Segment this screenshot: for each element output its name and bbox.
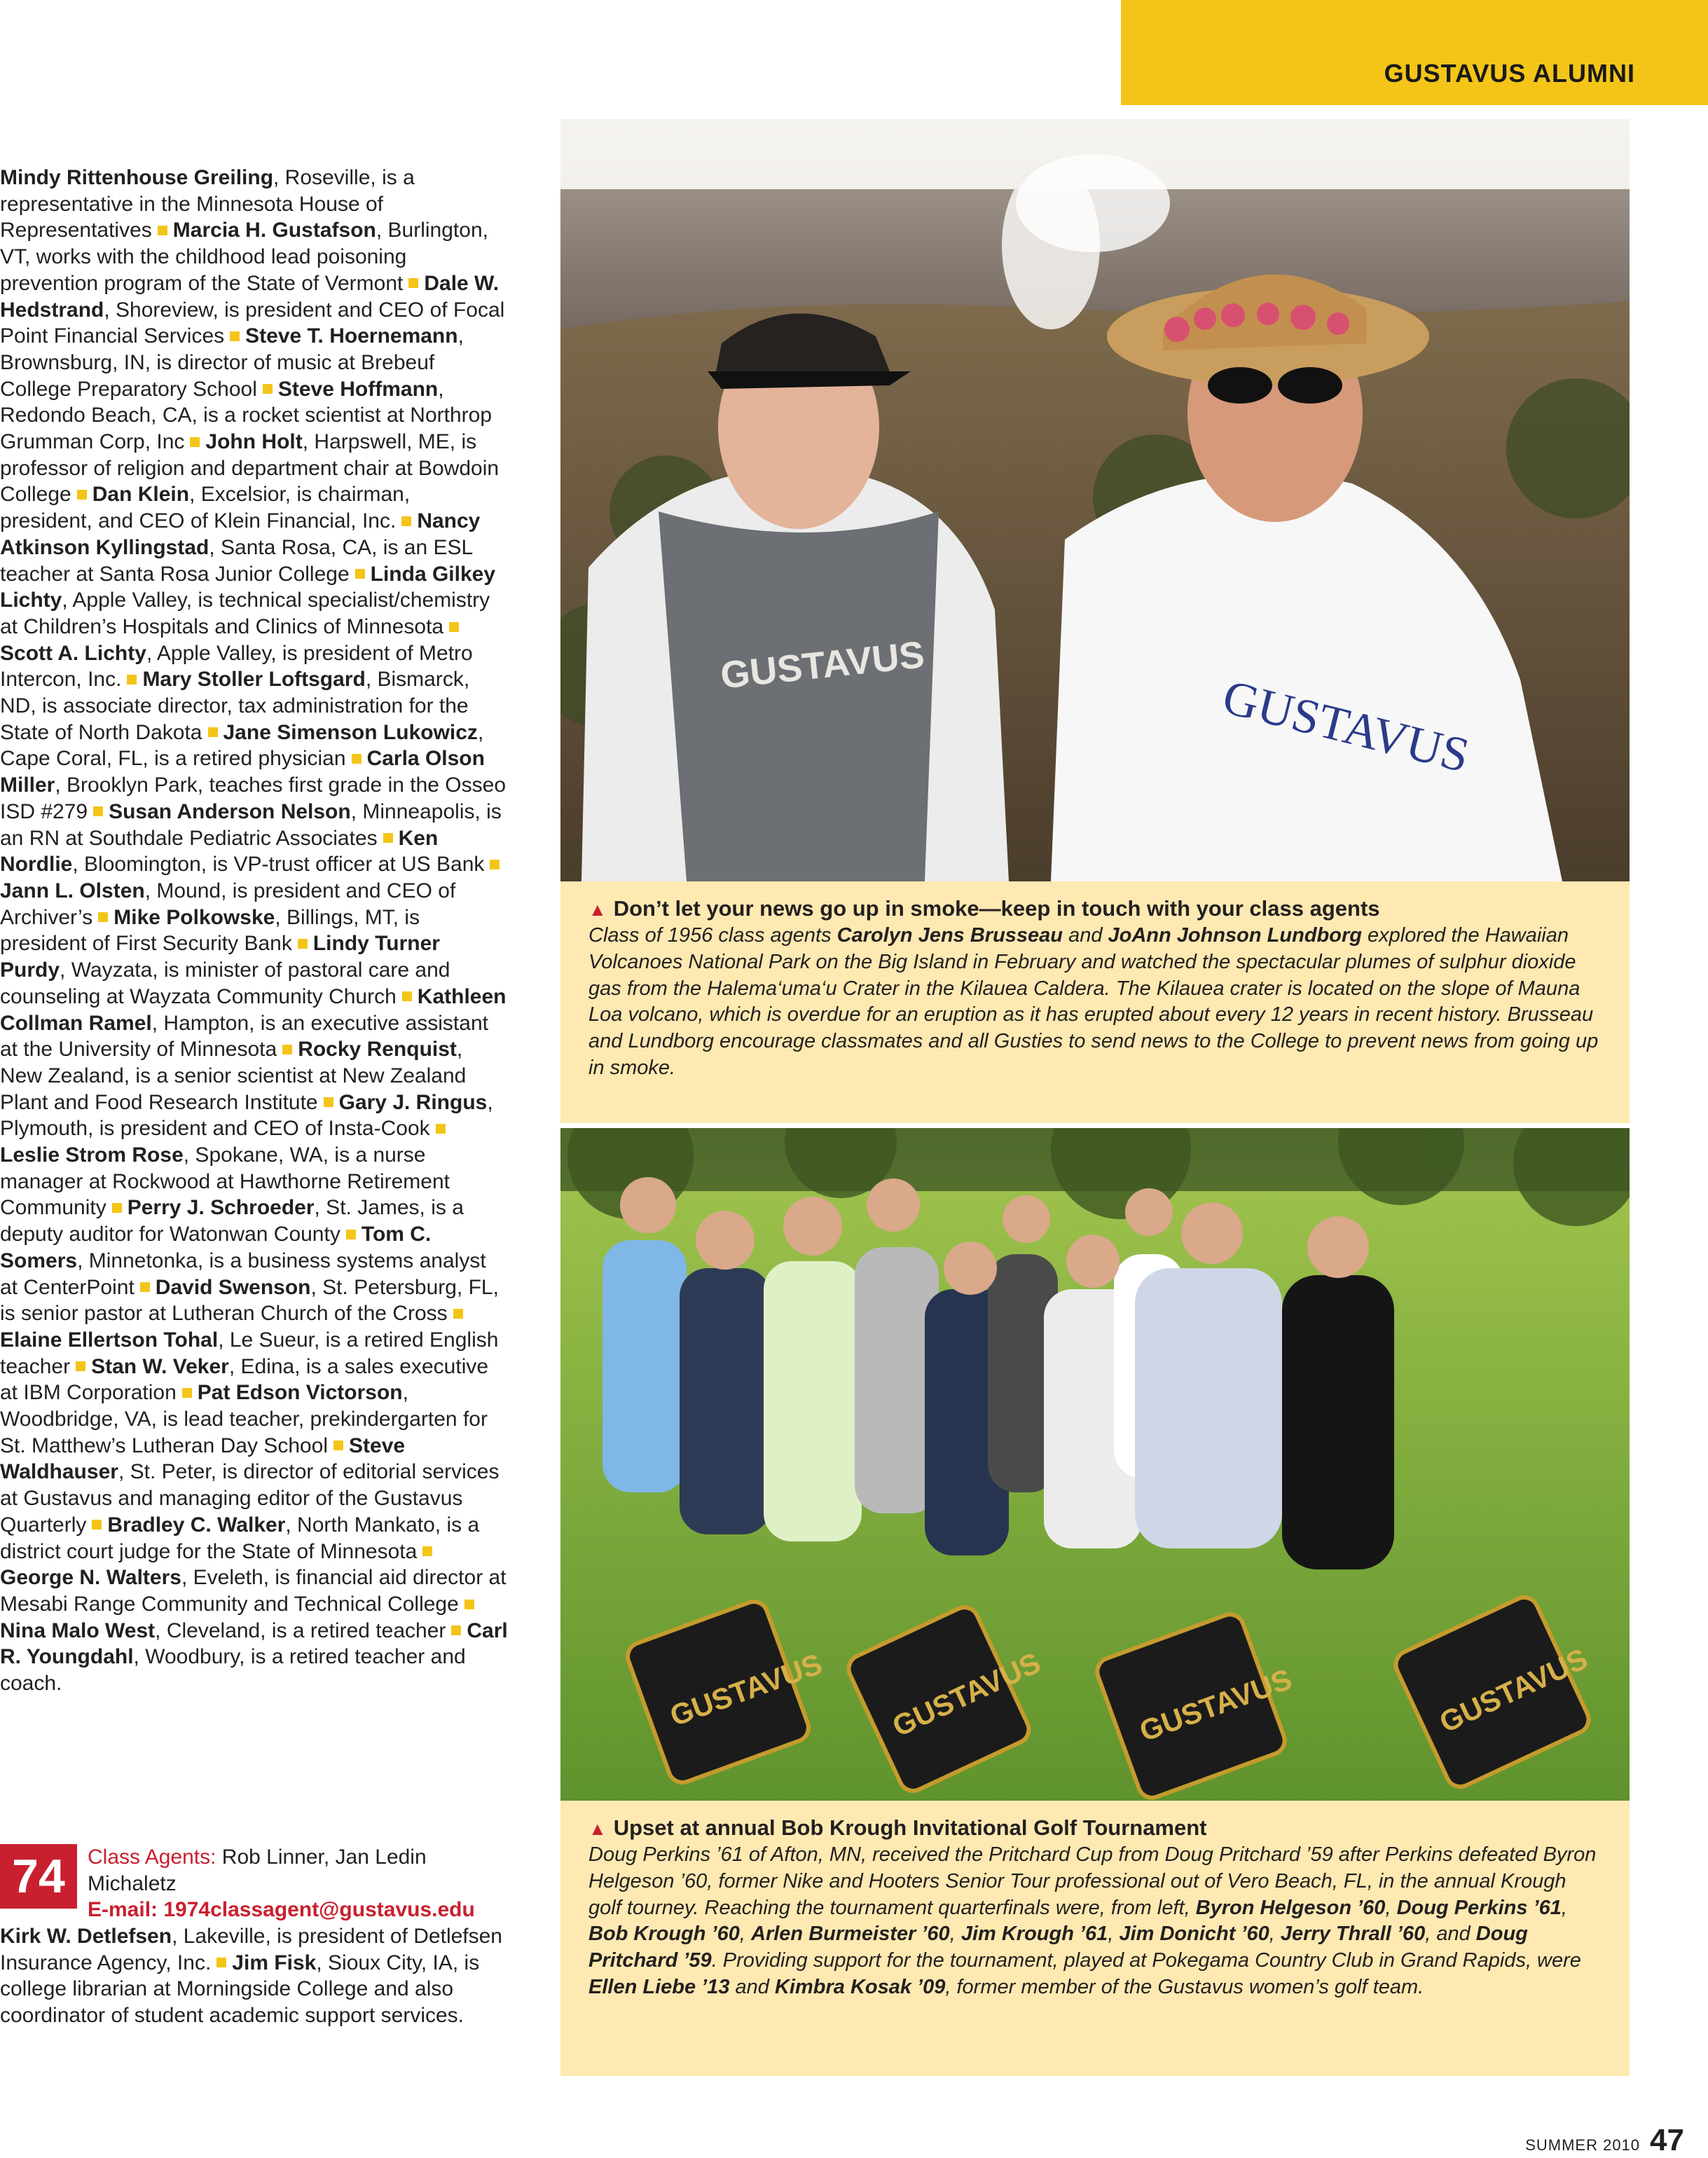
alumni-name: Mindy Rittenhouse Greiling	[0, 166, 274, 189]
bag-label: GUSTAVUS	[1135, 1662, 1296, 1748]
alumni-update: , Minneapolis, is an RN at Southdale Pediatric Associates	[0, 799, 502, 850]
separator-square-icon	[324, 1097, 333, 1107]
alumni-name: Kathleen Collman Ramel	[0, 984, 507, 1035]
caption-person: Doug Perkins ’61	[1396, 1896, 1562, 1919]
separator-square-icon	[112, 1203, 122, 1213]
alumni-update: , Sioux City, IA, is college librarian at Morningside College and also coordinator of student academic support services.	[0, 1951, 480, 2028]
alumni-update: , Apple Valley, is president of Metro Intercon, Inc.	[0, 641, 473, 692]
class-notes-column	[0, 165, 508, 1697]
alumni-update: , Harpswell, ME, is professor of religion and department chair at Bowdoin College	[0, 430, 500, 507]
caption-person: Ellen Liebe ’13	[588, 1975, 730, 1998]
triangle-up-icon: ▲	[588, 899, 607, 920]
alumni-update: , Woodbridge, VA, is lead teacher, prekindergarten for St. Matthew’s Lutheran Day School	[0, 1381, 488, 1457]
caption-headline-text: Don’t let your news go up in smoke—keep in touch with your class agents	[613, 896, 1380, 921]
section-title: GUSTAVUS ALUMNI	[1384, 59, 1635, 88]
separator-square-icon	[453, 1309, 463, 1319]
alumni-update: , Bloomington, is VP-trust officer at US Bank	[72, 853, 485, 877]
page-number: 47	[1650, 2123, 1684, 2157]
caption-text: , and	[1425, 1923, 1476, 1946]
separator-square-icon	[140, 1282, 150, 1292]
alumni-update: , North Mankato, is a district court judge for the State of Minnesota	[0, 1513, 480, 1563]
page-footer	[1525, 2123, 1684, 2158]
alumni-name: Mike Polkowske	[113, 905, 275, 929]
alumni-name: Jann L. Olsten	[0, 879, 145, 902]
caption-person: Byron Helgeson ’60	[1195, 1896, 1386, 1919]
alumni-update: , St. Petersburg, FL, is senior pastor at Lutheran Church of the Cross	[0, 1275, 499, 1326]
alumni-name: Dale W. Hedstrand	[0, 271, 500, 322]
left-shirt-logo: GUSTAVUS	[718, 633, 927, 697]
alumni-name: Nancy Atkinson Kyllingstad	[0, 509, 481, 559]
alumni-name: Lindy Turner Purdy	[0, 932, 440, 982]
separator-square-icon	[190, 437, 200, 447]
separator-square-icon	[401, 516, 411, 526]
caption-person: JoAnn Johnson Lundborg	[1108, 924, 1362, 947]
alumni-update: , Woodbury, is a retired teacher and coach.	[0, 1645, 466, 1696]
alumni-name: Ken Nordlie	[0, 826, 439, 877]
alumni-name: Perry J. Schroeder	[127, 1196, 315, 1220]
separator-square-icon	[216, 1958, 226, 1967]
alumni-update: , Brownsburg, IN, is director of music at Brebeuf College Preparatory School	[0, 324, 464, 401]
alumni-update: , Mound, is president and CEO of Archiver’s	[0, 879, 456, 929]
alumni-update: , Le Sueur, is a retired English teacher	[0, 1328, 499, 1378]
caption-body: Doug Perkins ’61 of Afton, MN, received the Pritchard Cup from Doug Pritchard ’59 after Perkins defeated Byron Helgeson ’60, former Nike and Hooters Senior Tour professional out of Vero Beach, FL, in the annual Krough golf tourney. Reaching the tournament quarterfinals were, from left, Byron Helgeson ’60, Doug Perkins ’61, Bob Krough ’60, Arlen Burmeister ’60, Jim Krough ’61, Jim Donicht ’60, Jerry Thrall ’60, and Doug Pritchard ’59. Providing support for the tournament, played at Pokegama Country Club in Grand Rapids, were Ellen Liebe ’13 and Kimbra Kosak ’09, former member of the Gustavus women’s golf team.	[588, 1843, 1597, 1998]
alumni-name: Dan Klein	[92, 483, 190, 507]
alumni-update: , Hampton, is an executive assistant at the University of Minnesota	[0, 1011, 488, 1061]
alumni-update: , Apple Valley, is technical specialist/chemistry at Children’s Hospitals and Clinics of Minnesota	[0, 589, 490, 638]
alumni-update: , Billings, MT, is president of First Security Bank	[0, 905, 420, 956]
photo-caption-golf	[560, 1801, 1630, 2076]
alumni-update: , Eveleth, is financial aid director at Mesabi Range Community and Technical College	[0, 1566, 507, 1616]
alumni-name: Carl R. Youngdahl	[0, 1618, 508, 1669]
caption-person: Arlen Burmeister ’60	[751, 1923, 950, 1946]
alumni-name: Steve Hoffmann	[277, 377, 439, 401]
separator-square-icon	[158, 226, 167, 235]
email-label: E-mail:	[88, 1898, 164, 1922]
bag-label: GUSTAVUS	[666, 1647, 827, 1733]
bag-label: GUSTAVUS	[887, 1645, 1046, 1743]
caption-headline	[588, 895, 1602, 923]
alumni-name: Scott A. Lichty	[0, 641, 146, 665]
volcano-photo	[560, 119, 1630, 881]
alumni-name: Nina Malo West	[0, 1618, 156, 1642]
golf-photo	[560, 1128, 1630, 1801]
alumni-name: Linda Gilkey Lichty	[0, 562, 496, 612]
caption-text: , former member of the Gustavus women’s golf team.	[945, 1975, 1424, 1998]
alumni-update: , Wayzata, is minister of pastoral care and counseling at Wayzata Community Church	[0, 958, 450, 1008]
alumni-name: John Holt	[205, 430, 303, 454]
class-agent-email-link[interactable]: 1974classagent@gustavus.edu	[163, 1898, 475, 1922]
alumni-update: , Shoreview, is president and CEO of Focal Point Financial Services	[0, 298, 505, 348]
right-shirt-logo: GUSTAVUS	[1217, 670, 1475, 783]
alumni-update: , Plymouth, is president and CEO of Insta-Cook	[0, 1090, 493, 1141]
alumni-name: Marcia H. Gustafson	[172, 219, 376, 242]
separator-square-icon	[77, 490, 87, 500]
caption-person: Kimbra Kosak ’09	[774, 1975, 946, 1998]
separator-square-icon	[208, 727, 218, 737]
alumni-update: , Burlington, VT, works with the childhood lead poisoning prevention program of the State of Vermont	[0, 219, 488, 295]
separator-square-icon	[127, 675, 137, 685]
alumni-name: Steve T. Hoernemann	[245, 324, 458, 348]
class-agents-label: Class Agents:	[88, 1846, 216, 1869]
alumni-name: Jane Simenson Lukowicz	[223, 720, 478, 744]
separator-square-icon	[490, 860, 500, 870]
separator-square-icon	[383, 833, 393, 843]
caption-text: Doug Perkins ’61 of Afton, MN, received the Pritchard Cup from Doug Pritchard ’59 after Perkins defeated Byron Helgeson ’60, former Nike and Hooters Senior Tour professional out of Vero Beach, FL, in the annual Krough golf tourney. Reaching the tournament quarterfinals were, from left,	[588, 1843, 1597, 1919]
alumni-update: , St. James, is a deputy auditor for Watonwan County	[0, 1196, 464, 1246]
separator-square-icon	[230, 331, 240, 341]
alumni-update: , Edina, is a sales executive at IBM Corporation	[0, 1354, 489, 1405]
separator-square-icon	[298, 939, 308, 949]
class-year-badge: 74	[0, 1844, 77, 1909]
alumni-name: Elaine Ellertson Tohal	[0, 1328, 219, 1352]
alumni-name: David Swenson	[155, 1275, 311, 1299]
separator-square-icon	[464, 1600, 474, 1609]
alumni-update: , Minnetonka, is a business systems analyst at CenterPoint	[0, 1249, 486, 1299]
alumni-name: George N. Walters	[0, 1566, 181, 1590]
separator-square-icon	[98, 912, 108, 922]
caption-person: Jim Krough ’61	[960, 1923, 1108, 1946]
caption-person: Jerry Thrall ’60	[1280, 1923, 1426, 1946]
photo-caption-volcano	[560, 881, 1630, 1123]
alumni-update: , St. Peter, is director of editorial services at Gustavus and managing editor of the Gustavus Quarterly	[0, 1460, 500, 1537]
alumni-name: Kirk W. Detlefsen	[0, 1925, 172, 1948]
section-header-tab	[1121, 0, 1708, 105]
caption-headline	[588, 1815, 1602, 1842]
caption-body	[588, 923, 1602, 1082]
separator-square-icon	[76, 1361, 85, 1371]
separator-square-icon	[263, 384, 273, 394]
separator-square-icon	[346, 1230, 356, 1239]
alumni-update: , New Zealand, is a senior scientist at New Zealand Plant and Food Research Institute	[0, 1038, 467, 1114]
alumni-name: Susan Anderson Nelson	[109, 799, 351, 823]
caption-text: explored the Hawaiian Volcanoes National Park on the Big Island in February and watched the spectacular plumes of sulphur dioxide gas from the Halema‘uma‘u Crater in the Kilauea Caldera. The Kilauea crater is located on the slope of Mauna Loa volcano, which is overdue for an eruption as it has erupted about every 12 years in recent history. Brusseau and Lundborg encourage classmates and all Gusties to send news to the College to prevent news from going up in smoke.	[588, 924, 1599, 1079]
alumni-update: , Lakeville, is president of Detlefsen Insurance Agency, Inc.	[0, 1925, 502, 1974]
alumni-update: , Cleveland, is a retired teacher	[155, 1618, 446, 1642]
caption-person: Carolyn Jens Brusseau	[836, 924, 1063, 947]
separator-square-icon	[93, 806, 103, 816]
class-74-notes	[0, 1923, 508, 2029]
caption-person: Doug Pritchard ’59	[588, 1923, 1528, 1972]
alumni-name: Stan W. Veker	[91, 1354, 229, 1378]
alumni-name: Carla Olson Miller	[0, 747, 485, 797]
separator-square-icon	[92, 1520, 102, 1530]
alumni-update: , Santa Rosa, CA, is an ESL teacher at Santa Rosa Junior College	[0, 535, 473, 586]
alumni-name: Mary Stoller Loftsgard	[142, 668, 366, 692]
alumni-update: , Bismarck, ND, is associate director, tax administration for the State of North Dakota	[0, 668, 470, 744]
separator-square-icon	[449, 622, 459, 632]
alumni-name: Bradley C. Walker	[107, 1513, 286, 1537]
alumni-name: Pat Edson Victorson	[197, 1381, 403, 1405]
alumni-name: Rocky Renquist	[298, 1038, 457, 1061]
caption-person: Bob Krough ’60	[588, 1923, 740, 1946]
separator-square-icon	[282, 1045, 292, 1054]
alumni-name: Jim Fisk	[232, 1951, 317, 1974]
alumni-update: , Roseville, is a representative in the Minnesota House of Representatives	[0, 166, 415, 242]
caption-text: and	[729, 1975, 775, 1998]
alumni-name: Tom C. Somers	[0, 1223, 432, 1272]
caption-text: . Providing support for the tournament, played at Pokegama Country Club in Grand Rapids, were	[711, 1949, 1581, 1972]
separator-square-icon	[422, 1546, 432, 1556]
separator-square-icon	[333, 1441, 343, 1450]
separator-square-icon	[451, 1626, 461, 1635]
separator-square-icon	[408, 278, 418, 288]
alumni-update: , Cape Coral, FL, is a retired physician	[0, 720, 484, 771]
alumni-name: Leslie Strom Rose	[0, 1143, 184, 1167]
alumni-update: , Excelsior, is chairman, president, and CEO of Klein Financial, Inc.	[0, 483, 411, 533]
alumni-update: , Brooklyn Park, teaches first grade in the Osseo ISD #279	[0, 774, 506, 823]
separator-square-icon	[436, 1124, 446, 1134]
caption-headline-text: Upset at annual Bob Krough Invitational Golf Tournament	[613, 1815, 1207, 1840]
caption-text: and	[1063, 924, 1108, 947]
alumni-name: Steve Waldhauser	[0, 1434, 406, 1484]
issue-label: SUMMER 2010	[1525, 2136, 1641, 2154]
caption-text: Class of 1956 class agents	[588, 924, 837, 947]
separator-square-icon	[182, 1388, 192, 1398]
class-agents-info	[88, 1844, 508, 1923]
alumni-name: Gary J. Ringus	[338, 1090, 488, 1114]
bag-label: GUSTAVUS	[1434, 1642, 1593, 1739]
separator-square-icon	[352, 754, 361, 764]
alumni-update: , Redondo Beach, CA, is a rocket scientist at Northrop Grumman Corp, Inc	[0, 377, 493, 454]
triangle-up-icon: ▲	[588, 1818, 607, 1839]
separator-square-icon	[402, 991, 412, 1001]
class-agents-names: Rob Linner, Jan Ledin Michaletz	[88, 1846, 427, 1895]
caption-person: Jim Donicht ’60	[1119, 1923, 1269, 1946]
alumni-update: , Spokane, WA, is a nurse manager at Rockwood at Hawthorne Retirement Community	[0, 1143, 450, 1220]
separator-square-icon	[355, 569, 365, 579]
